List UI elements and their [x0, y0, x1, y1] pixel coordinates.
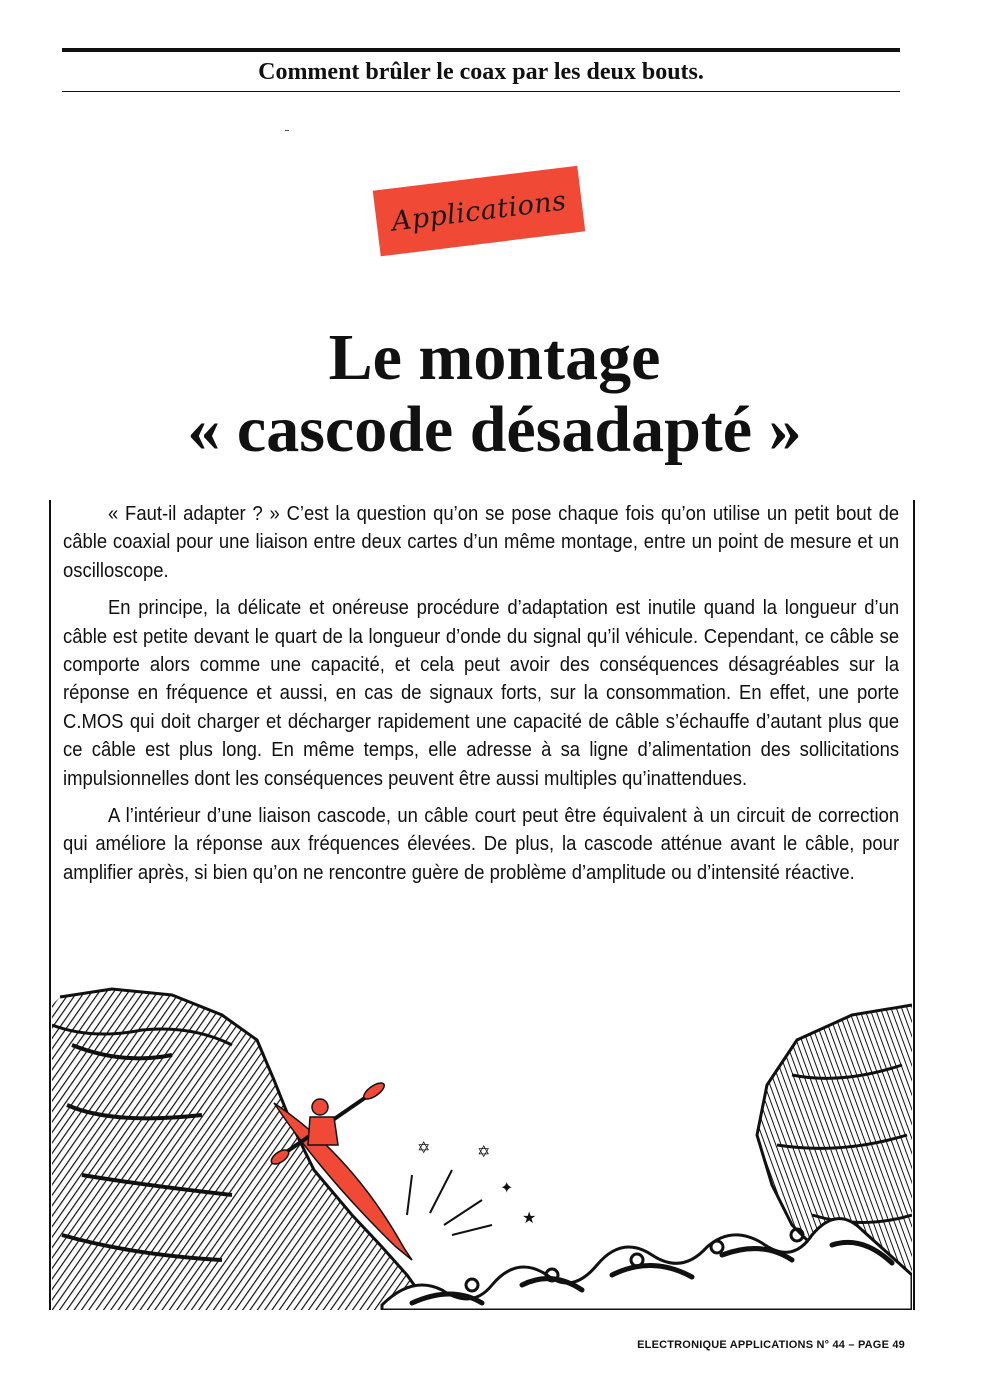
column-rule-right [913, 500, 915, 1310]
impact-lines [407, 1170, 492, 1235]
article-body [63, 500, 899, 896]
running-header: Comment brûler le coax par les deux bouts. [258, 59, 704, 85]
svg-text:✡: ✡ [477, 1142, 491, 1161]
title-line-2: « cascode désadapté » [187, 393, 802, 466]
stars [417, 1138, 536, 1227]
svg-text:✦: ✦ [500, 1178, 514, 1197]
header-rule-top [62, 48, 900, 52]
column-rule-left [49, 500, 51, 1310]
paragraph-principle: En principe, la délicate et onéreuse procédure d’adaptation est inutile quand la longueur d’un câble est petite devant le quart de la longueur d’onde du signal qu’il véhicule. Cependant, ce câble se comporte alors comme une capacité, et cela peut avoir des conséquences désagréables sur la réponse en fréquence et aussi, en cas de signaux forts, sur la consommation. En effet, une porte C.MOS qui doit charger et décharger rapidement une capacité de câble s’échauffe d’autant plus que ce câble est plus long. En même temps, elle adresse à sa ligne d’alimentation des sollicitations impulsionnelles dont les conséquences peuvent être aussi multiples qu’inattendues. [63, 596, 900, 790]
svg-text:★: ★ [522, 1208, 537, 1227]
section-label: Applications [389, 184, 569, 238]
header-rule-bottom [62, 91, 900, 92]
print-speck [285, 130, 289, 131]
paragraph-intro: « Faut-il adapter ? » C’est la question qu’on se pose chaque fois qu’on utilise un petit bout de câble coaxial pour une liaison entre deux cartes d’un même montage, entre un point de mesure et un oscilloscope. [63, 502, 900, 582]
page-footer: ELECTRONIQUE APPLICATIONS N° 44 – PAGE 49 [637, 1339, 905, 1351]
article-title [40, 322, 949, 466]
title-line-1: Le montage [328, 321, 661, 394]
left-cliff [52, 989, 432, 1310]
paragraph-cascode: A l’intérieur d’une liaison cascode, un câble court peut être équivalent à un circuit de correction qui améliore la réponse aux fréquences élevées. De plus, la cascode atténue avant le câble, pour amplifier après, si bien qu’on ne rencontre guère de problème d’amplitude ou d’intensité réactive. [63, 804, 900, 884]
kayak-illustration [52, 985, 912, 1310]
svg-text:✡: ✡ [417, 1138, 431, 1157]
section-badge [373, 166, 586, 257]
